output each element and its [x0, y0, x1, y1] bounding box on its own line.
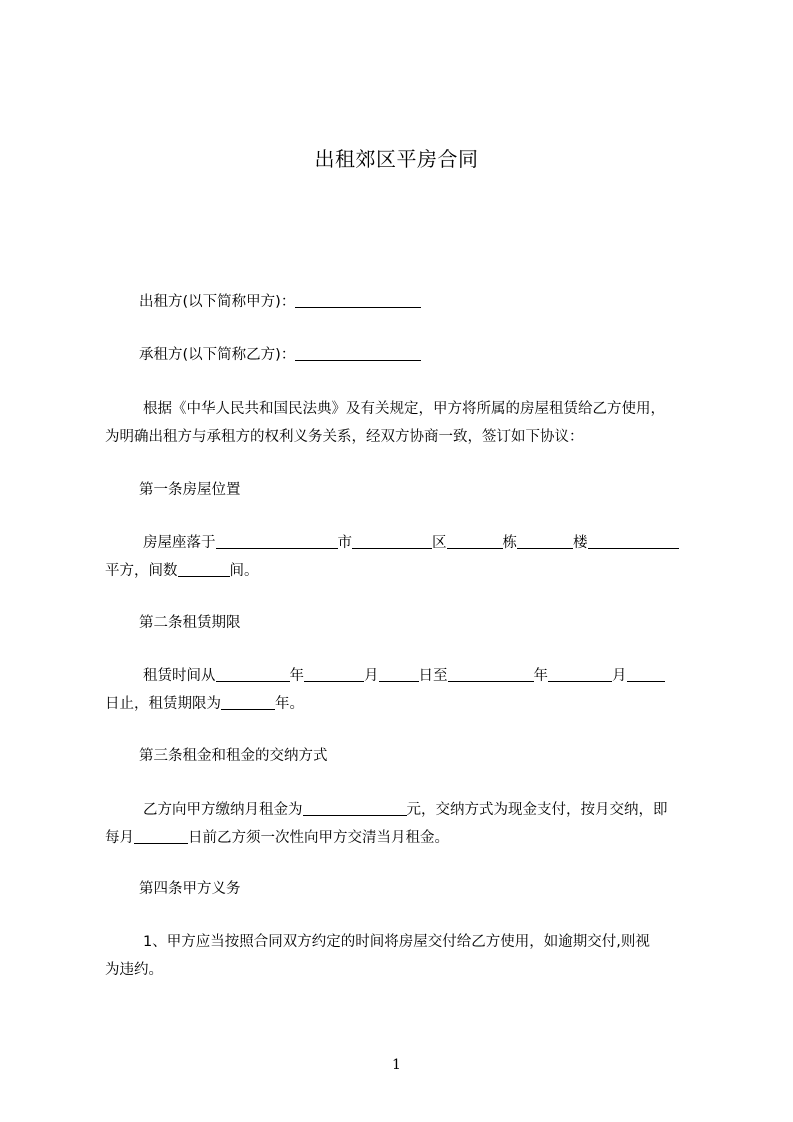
art2-text: 租赁时间从: [143, 668, 216, 684]
start-day-blank[interactable]: [379, 667, 419, 682]
intro-line-2: 为明确出租方与承租方的权利义务关系，经双方协商一致，签订如下协议：: [105, 429, 584, 445]
intro-line-1: 根据《中华人民共和国民法典》及有关规定，甲方将所属的房屋租赁给乙方使用，: [143, 401, 665, 417]
article-1-heading: 第一条房屋位置: [139, 482, 241, 498]
monthly-rent-blank[interactable]: [303, 801, 407, 816]
end-year-blank[interactable]: [448, 667, 534, 682]
article-3-line-1: [105, 800, 701, 820]
article-4-heading: 第四条甲方义务: [139, 881, 241, 897]
area-blank[interactable]: [588, 534, 679, 549]
pay-day-blank[interactable]: [134, 829, 188, 844]
article-4-line-1: 1、甲方应当按照合同双方约定的时间将房屋交付给乙方使用，如逾期交付,则视: [143, 934, 650, 950]
lessee-blank[interactable]: [295, 346, 421, 361]
end-day-blank[interactable]: [627, 667, 665, 682]
lessor-label: 出租方(以下简称甲方)：: [139, 294, 296, 310]
article-3-line-2: [105, 828, 701, 848]
art1-text: 栋: [502, 535, 517, 551]
start-year-blank[interactable]: [216, 667, 290, 682]
lessor-line: [105, 292, 735, 312]
art3-text: 每月: [105, 830, 134, 846]
term-years-blank[interactable]: [221, 695, 275, 710]
article-3-heading: 第三条租金和租金的交纳方式: [139, 748, 328, 764]
lessor-blank[interactable]: [295, 293, 421, 308]
start-month-blank[interactable]: [304, 667, 364, 682]
art1-text: 市: [337, 535, 352, 551]
article-2-line-1: [105, 666, 701, 686]
article-4-line-2: 为违约。: [105, 962, 163, 978]
page-number: 1: [392, 1057, 401, 1073]
art3-text: 日前乙方须一次性向甲方交清当月租金。: [188, 830, 449, 846]
art2-text: 日至: [418, 668, 448, 684]
floor-blank[interactable]: [517, 534, 573, 549]
art3-text: 元，交纳方式为现金支付，按月交纳，即: [406, 802, 668, 818]
art1-text: 房屋座落于: [143, 535, 216, 551]
article-1-line-1: [105, 533, 701, 553]
building-blank[interactable]: [447, 534, 503, 549]
article-2-heading: 第二条租赁期限: [139, 615, 241, 631]
art2-text: 年。: [275, 696, 304, 712]
art2-text: 日止，租赁期限为: [105, 696, 221, 712]
article-1-line-2: [105, 561, 701, 581]
rooms-blank[interactable]: [178, 562, 230, 577]
article-2-line-2: [105, 694, 701, 714]
lessee-label: 承租方(以下简称乙方)：: [139, 347, 296, 363]
document-title: 出租郊区平房合同: [314, 147, 479, 171]
art2-text: 年: [289, 668, 304, 684]
city-blank[interactable]: [216, 534, 338, 549]
end-month-blank[interactable]: [548, 667, 612, 682]
lessee-line: [105, 345, 735, 365]
art2-text: 月: [364, 668, 379, 684]
art1-text: 区: [432, 535, 447, 551]
art1-text: 楼: [573, 535, 588, 551]
art1-text: 间。: [229, 563, 259, 579]
district-blank[interactable]: [352, 534, 432, 549]
art2-text: 月: [612, 668, 627, 684]
art3-text: 乙方向甲方缴纳月租金为: [143, 802, 303, 818]
art1-text: 平方，间数: [105, 563, 178, 579]
art2-text: 年: [533, 668, 548, 684]
